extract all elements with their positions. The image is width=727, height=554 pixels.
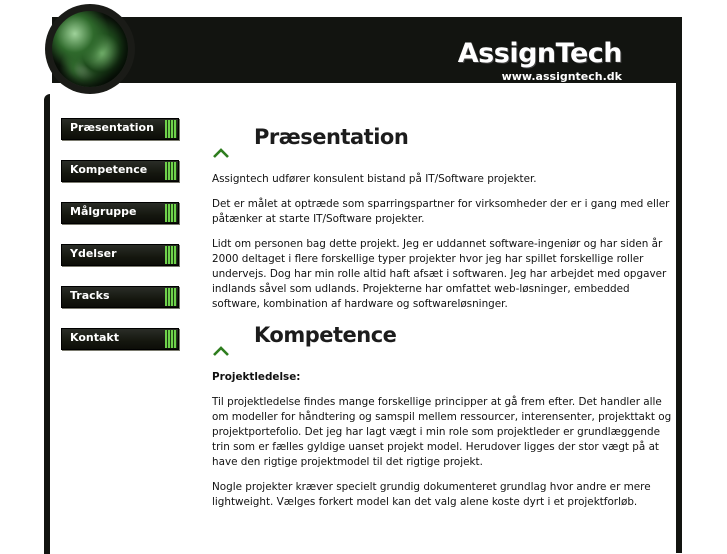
section-header-praesentation <box>212 125 674 162</box>
nav-item-tracks[interactable] <box>61 286 179 308</box>
nav-label: Præsentation <box>70 121 154 134</box>
stripe-decoration-icon <box>165 330 177 348</box>
header-bar <box>52 17 682 83</box>
nav-item-ydelser[interactable] <box>61 244 179 266</box>
stripe-decoration-icon <box>165 204 177 222</box>
nav-label: Målgruppe <box>70 205 137 218</box>
main-content <box>212 125 674 520</box>
nav-item-kontakt[interactable] <box>61 328 179 350</box>
stripe-decoration-icon <box>165 120 177 138</box>
section-header-kompetence <box>212 323 674 360</box>
section-title: Præsentation <box>254 125 409 149</box>
stripe-decoration-icon <box>165 288 177 306</box>
nav-label: Ydelser <box>70 247 117 260</box>
subheading: Projektledelse: <box>212 371 301 383</box>
paragraph: Assigntech udfører konsulent bistand på IT/Software projekter. <box>212 173 537 185</box>
paragraph: Til projektledelse findes mange forskellige principper at gå frem efter. Det handler alle om modeller for håndtering og samspil mellem ressourcer, interensenter, projekttakt og projektportefolio. Det jeg har lagt vægt i min role som projektleder er grundlæggende trin som er fælles gyldige uanset projekt model. Herudover ligges der stor vægt på at have den rigtige projektmodel til det rigtige projekt. <box>212 396 672 468</box>
nav-item-praesentation[interactable] <box>61 118 179 140</box>
chevron-up-icon[interactable] <box>212 148 230 158</box>
nav-label: Tracks <box>70 289 110 302</box>
section-title: Kompetence <box>254 323 397 347</box>
brand-url: www.assigntech.dk <box>501 70 622 83</box>
brand[interactable] <box>458 39 622 83</box>
globe-logo-icon[interactable] <box>52 11 128 87</box>
left-frame-edge <box>44 94 50 554</box>
paragraph: Lidt om personen bag dette projekt. Jeg er uddannet software-ingeniør og har siden år 2000 deltaget i flere forskellige typer projekter hvor jeg har spillet forskellige roller undervejs. Dog har min rolle altid haft afsæt i softwaren. Jeg har arbejdet med opgaver indlands såvel som udlands. Projekterne har omfattet web-løsninger, embedded software, kombination af hardware og softwareløsninger. <box>212 238 667 310</box>
nav-item-maalgruppe[interactable] <box>61 202 179 224</box>
brand-name: AssignTech <box>457 38 622 69</box>
paragraph: Nogle projekter kræver specielt grundig dokumenteret grundlag hvor andre er mere lightweight. Vælges forkert model kan det valg alene koste dyrt i et projektforløb. <box>212 481 651 508</box>
nav-label: Kontakt <box>70 331 119 344</box>
nav-item-kompetence[interactable] <box>61 160 179 182</box>
stripe-decoration-icon <box>165 246 177 264</box>
sidebar-nav <box>61 118 179 370</box>
stripe-decoration-icon <box>165 162 177 180</box>
nav-label: Kompetence <box>70 163 148 176</box>
chevron-up-icon[interactable] <box>212 346 230 356</box>
paragraph: Det er målet at optræde som sparringspartner for virksomheder der er i gang med eller påtænker at starte IT/Software projekter. <box>212 198 670 225</box>
right-frame-edge <box>676 83 682 553</box>
